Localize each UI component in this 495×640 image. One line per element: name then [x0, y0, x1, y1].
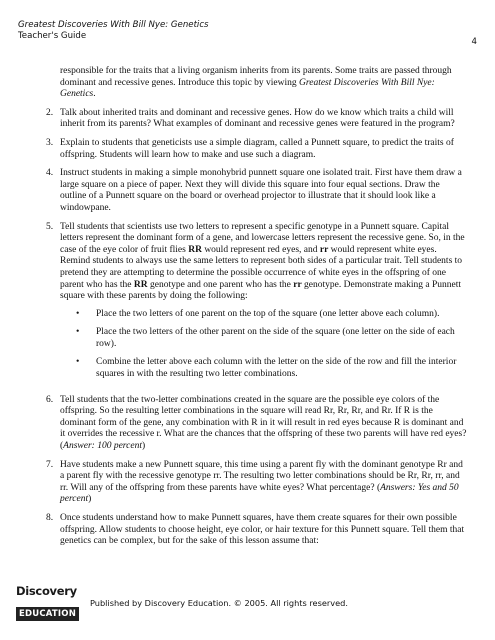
answer-text: Answer: 100 percent: [63, 441, 142, 452]
item-text: [60, 395, 468, 453]
list-item: [46, 222, 468, 388]
list-item: [46, 460, 468, 506]
document-body: [46, 66, 468, 555]
page-footer: [14, 578, 484, 628]
list-item: [46, 108, 468, 131]
intro-program-title: Greatest Discoveries With Bill Nye: Genetics: [60, 77, 435, 100]
header-title: Greatest Discoveries With Bill Nye: Genetics: [18, 20, 209, 30]
item-number: 2.: [46, 107, 54, 118]
item7-text: Have students make a new Punnett square, this time using a parent fly with the dominant genotype Rr and a parent fly with the recessive genotype rr. The resulting two letter combinations should be Rr, Rr, rr, and rr. Will any of the offspring from these parents have white eyes? What percentage? (: [60, 459, 463, 493]
item-text: Once students understand how to make Punnett squares, have them create squares for their own possible offspring. Allow students to choose height, eye color, or hair texture for this Punnett square. Tell them that genetics can be complex, but for the sake of this lesson assume that:: [60, 513, 465, 547]
bullet-icon: •: [76, 357, 80, 368]
item-number: 4.: [46, 168, 54, 179]
genotype-rr: rr: [319, 244, 329, 255]
genotype-RR: RR: [133, 279, 148, 290]
bullet-item: [60, 327, 468, 350]
bullet-item: [60, 309, 468, 321]
list-item: [46, 138, 468, 161]
page-number: 4: [471, 37, 477, 47]
item6-end: ): [141, 441, 146, 452]
discovery-education-logo: [14, 578, 94, 628]
item-number: 6.: [46, 394, 54, 405]
item-text: Instruct students in making a simple monohybrid punnett square one isolated trait. First have them draw a large square on a piece of paper. Next they will divide this square into four equal sections. Draw the outline of a Punnett square on the board or overhead projector to illustrate that it should look like a windowpane.: [60, 168, 462, 213]
logo-wordmark-top: Discovery: [16, 584, 77, 598]
intro-text: responsible for the traits that a living organism inherits from its parents. Some traits are passed through dominant and recessive genes. Introduce this topic by viewing: [60, 66, 452, 88]
item-text: [60, 222, 468, 388]
item-number: 3.: [46, 137, 54, 148]
bullet-text: Combine the letter above each column with the letter on the side of the row and fill the interior squares in with the resulting two letter combinations.: [96, 357, 457, 380]
header-subtitle: Teacher's Guide: [18, 30, 87, 41]
list-item: [46, 513, 468, 548]
bullet-icon: •: [76, 327, 80, 338]
item-text: Talk about inherited traits and dominant and recessive genes. How do we know which traits a child will inherit from its parents? What examples of dominant and recessive genes were featured in the program?: [60, 107, 455, 130]
bullet-icon: •: [76, 308, 80, 319]
logo-wordmark-bottom: EDUCATION: [16, 607, 79, 621]
intro-paragraph: [60, 66, 468, 101]
item5-text-5: genotype. Demonstrate making a Punnett square with these parents by doing the following:: [60, 279, 462, 302]
item-number: 7.: [46, 459, 54, 470]
item5-text-4: genotype and one parent who has the: [147, 279, 294, 290]
list-item: [46, 168, 468, 214]
answer-text: Answers: Yes and 50 percent: [60, 482, 459, 505]
item5-text-1: Tell students that scientists use two letters to represent a specific genotype in a Punnett square. Capital letters represent the dominant form of a gene, and lowercase letters represent the recessive gene. So, in the case of the eye color of fruit flies: [60, 221, 465, 255]
item6-text: Tell students that the two-letter combinations created in the square are the possible eye colors of the offspring. So the resulting letter combinations in the square will read Rr, Rr, Rr, and Rr. If R is the dominant form of the gene, any combination with R in it will result in red eyes because R is dominant and it overrides the recessive r. What are the chances that the offspring of these two parents will have red eyes? (: [60, 394, 467, 452]
item-text: [60, 460, 468, 506]
copyright-text: Published by Discovery Education. © 2005. All rights reserved.: [90, 598, 348, 608]
item-number: 8.: [46, 513, 54, 523]
item7-end: ): [88, 494, 92, 505]
intro-end: .: [93, 89, 96, 100]
page-header: [18, 20, 209, 41]
item-text: Explain to students that geneticists use a simple diagram, called a Punnett square, to predict the traits of offspring. Students will learn how to make and use such a diagram.: [60, 137, 454, 160]
item5-text-2: would represent red eyes, and: [201, 244, 320, 255]
list-item: [46, 395, 468, 453]
item5-text-3: would represent white eyes. Remind students to always use the same letters to represent both sides of a particular trait. Tell students to pretend they are attempting to determine the possible occurrence of white eyes in the offspring of one parent who has the: [60, 244, 463, 290]
genotype-rr: rr: [293, 279, 302, 290]
item-number: 5.: [46, 221, 54, 232]
bullet-text: Place the two letters of one parent on the top of the square (one letter above each column).: [96, 308, 440, 319]
bullet-text: Place the two letters of the other parent on the side of the square (one letter on the side of each row).: [96, 327, 455, 349]
bullet-list: [60, 309, 468, 381]
bullet-item: [60, 357, 468, 380]
genotype-RR: RR: [188, 244, 202, 255]
